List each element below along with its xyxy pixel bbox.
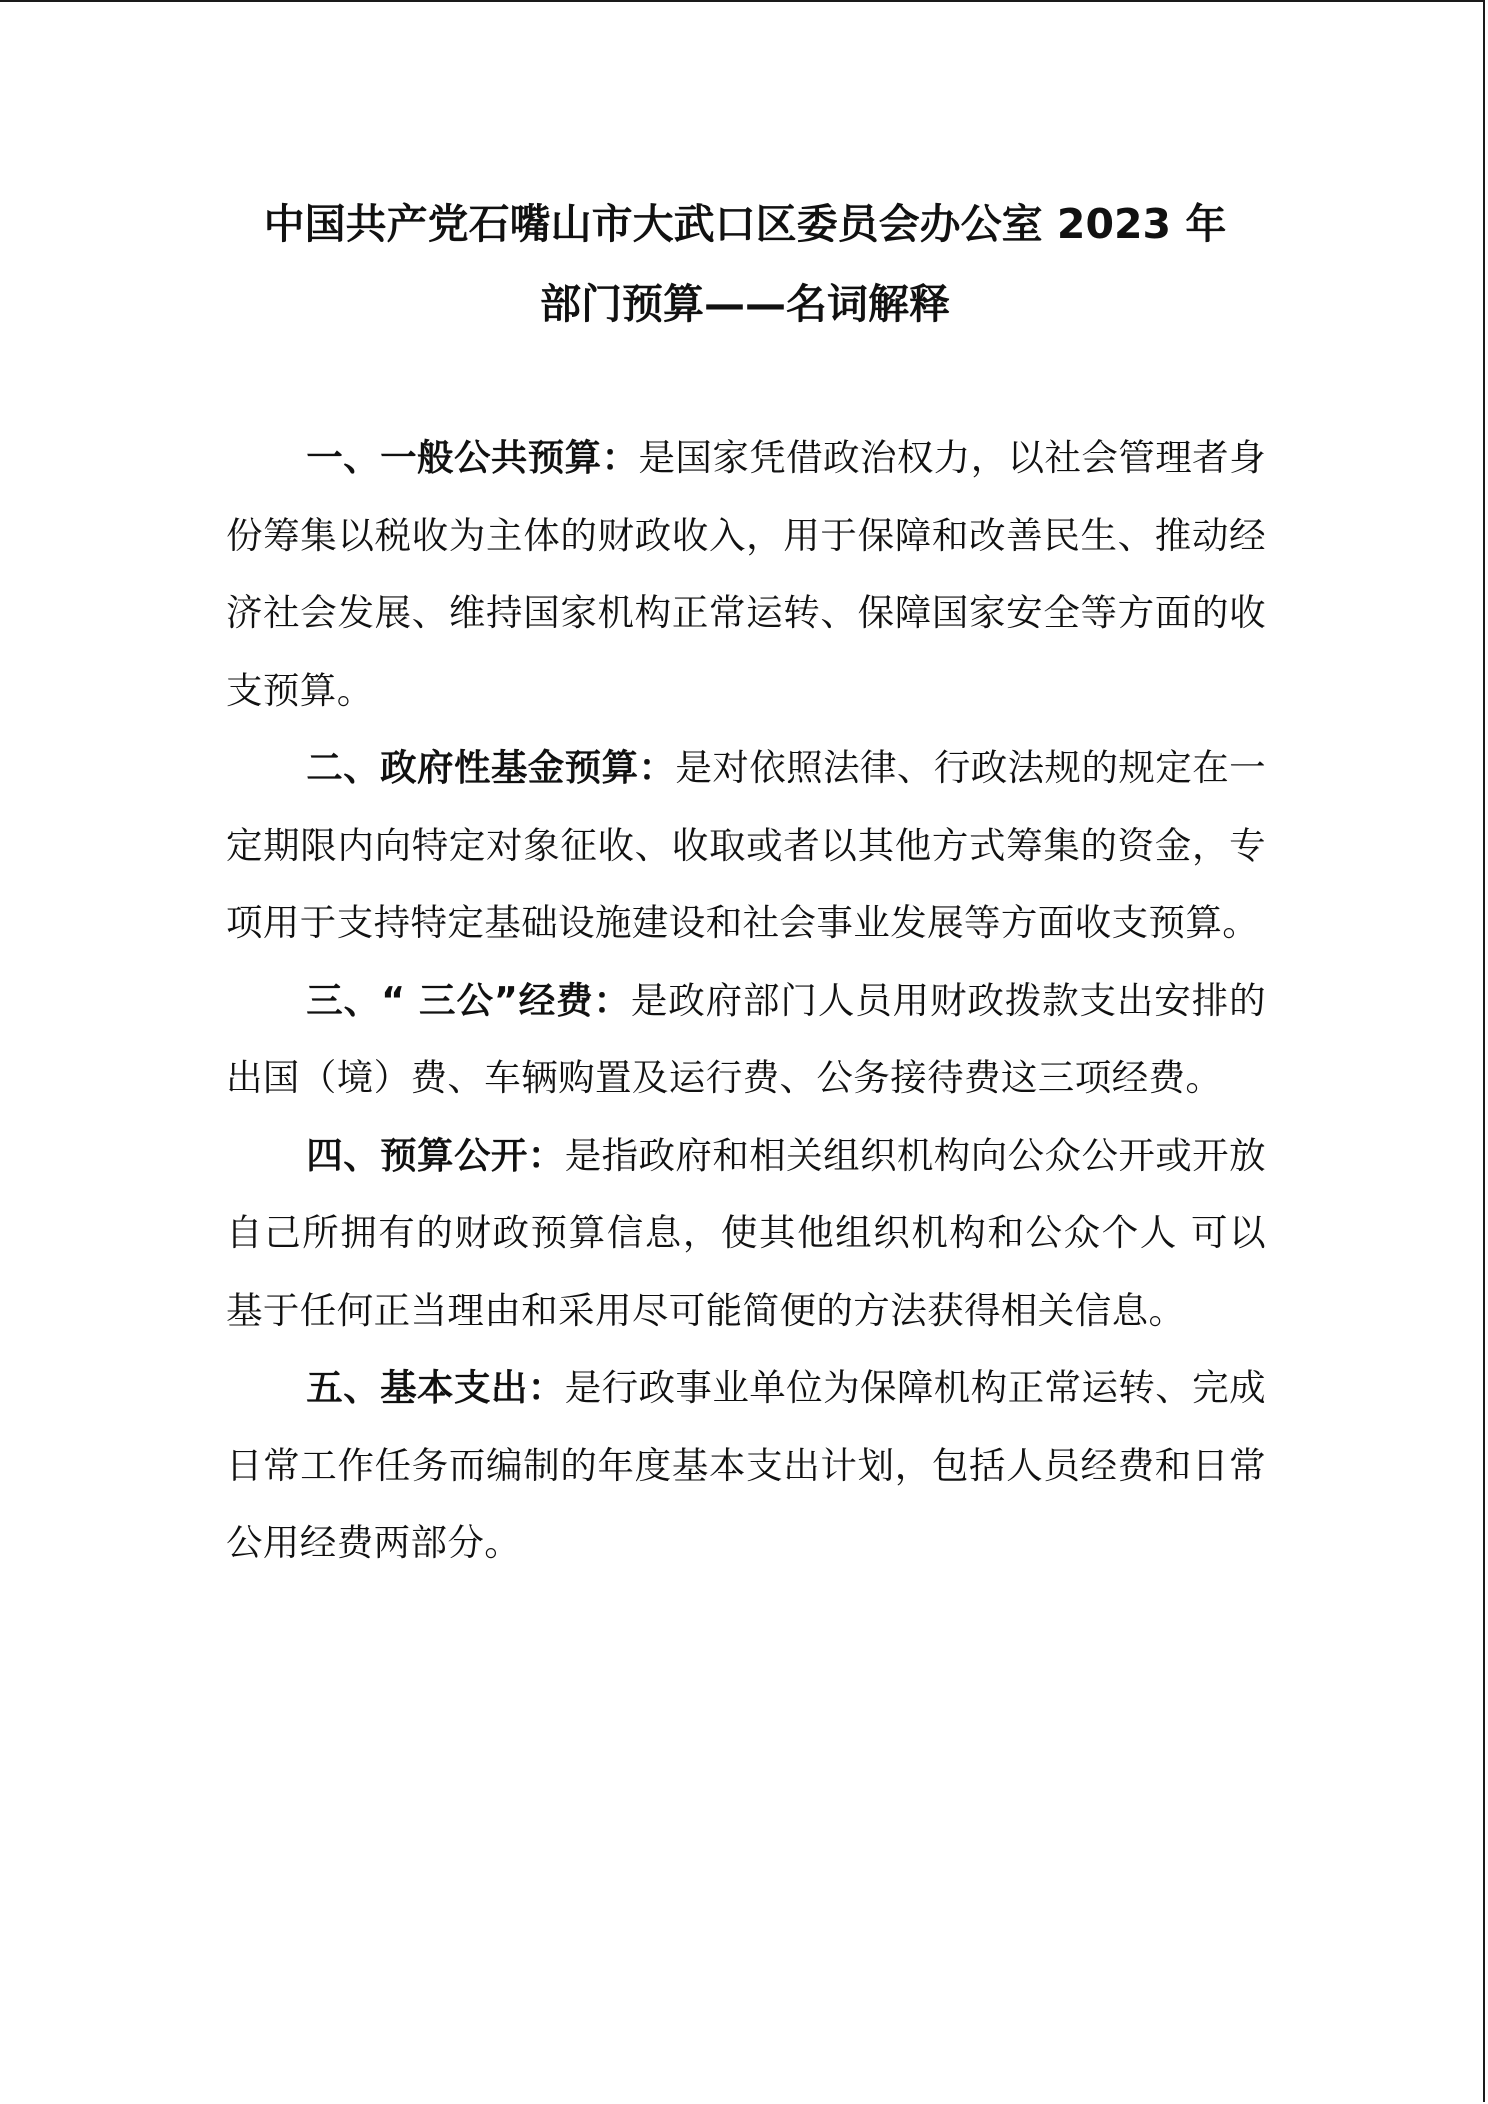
term-label: 一、一般公共预算： <box>306 436 639 479</box>
title-line-2: 部门预算——名词解释 <box>540 280 950 328</box>
definition-text: 是指政府和相关组织机构向公众公开或开放自己所拥有的财政预算信息，使其他组织机构和公众个人 可以基于任何正当理由和采用尽可能简便的方法获得相关信息。 <box>226 1133 1266 1332</box>
definition-general-public-budget <box>226 419 1266 729</box>
term-label: 四、预算公开： <box>306 1133 565 1177</box>
definition-text: 是对依照法律、行政法规的规定在一定期限内向特定对象征收、收取或者以其他方式筹集的资金，专项用于支持特定基础设施建设和社会事业发展等方面收支预算。 <box>226 746 1266 944</box>
definition-government-fund-budget <box>226 729 1266 962</box>
document-body <box>226 419 1266 1582</box>
definition-text: 是政府部门人员用财政拨款支出安排的出国（境）费、车辆购置及运行费、公务接待费这三项经费。 <box>226 978 1266 1099</box>
term-label: 三、“ 三公”经费： <box>306 978 631 1022</box>
definition-basic-expenditure <box>226 1349 1266 1582</box>
definition-budget-disclosure <box>226 1117 1266 1350</box>
definition-text: 是国家凭借政治权力，以社会管理者身份筹集以税收为主体的财政收入，用于保障和改善民生、推动经济社会发展、维持国家机构正常运转、保障国家安全等方面的收支预算。 <box>226 436 1266 712</box>
title-line-1: 中国共产党石嘴山市大武口区委员会办公室 2023 年 <box>263 200 1227 248</box>
document-title <box>160 184 1330 344</box>
term-label: 五、基本支出： <box>306 1366 565 1409</box>
definition-three-public-expenses <box>226 962 1266 1117</box>
definition-text: 是行政事业单位为保障机构正常运转、完成日常工作任务而编制的年度基本支出计划，包括人员经费和日常公用经费两部分。 <box>226 1366 1266 1564</box>
term-label: 二、政府性基金预算： <box>306 746 676 789</box>
